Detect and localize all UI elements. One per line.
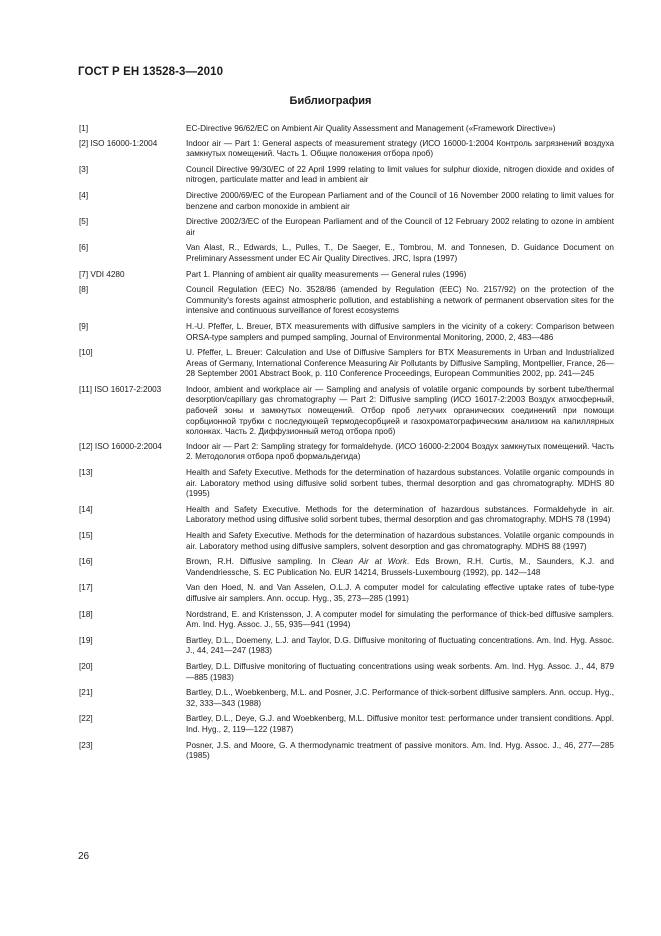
- reference-text: Van Alast, R., Edwards, L., Pulles, T., De Saeger, E., Tombrou, M. and Tonnesen, D. Guidance Document on Preliminary Assessment under EC Air Quality Directives. JRC, Ispra (1997): [186, 243, 614, 263]
- reference-id: [2] ISO 16000-1:2004: [79, 138, 158, 148]
- reference-id: [9]: [79, 321, 89, 331]
- reference-id: [11] ISO 16017-2:2003: [79, 384, 162, 394]
- reference-text: Indoor, ambient and workplace air — Sampling and analysis of volatile organic compounds by sorbent tube/thermal desorption/capillary gas chromatography — Part 2: Diffusive sampling (ИСО 16017-2:2003 Воздух атмосферный, рабочей зоны и замкнутых помещений. Отбор проб летучих органических соединений при помощи сорбционной трубки с последующей термодесорбцией и газохроматографическим анализом на капиллярных колонках. Часть 2. Диффузионный метод отбора проб): [186, 384, 614, 437]
- reference-id: [16]: [79, 557, 93, 567]
- reference-id: [1]: [79, 124, 89, 133]
- bibliography-list: [79, 124, 614, 762]
- reference-text: Health and Safety Executive. Methods for the determination of hazardous substances. Volatile organic compounds in air. Laboratory method using diffusive solid sorbent tubes, thermal desorption and gas chromatography. MDHS 80 (1995): [186, 468, 614, 499]
- bibliography-entry-12: [79, 442, 614, 463]
- reference-id: [4]: [79, 190, 89, 200]
- reference-id: [22]: [79, 714, 93, 724]
- reference-id: [21]: [79, 688, 93, 698]
- reference-text: Bartley, D.L., Woebkenberg, M.L. and Posner, J.C. Performance of thick-sorbent diffusive samplers. Ann. occup. Hyg., 32, 333—343 (1988): [186, 688, 614, 708]
- reference-text: [186, 557, 614, 578]
- bibliography-entry-4: [79, 191, 614, 212]
- bibliography-entry-10: [79, 348, 614, 380]
- bibliography-entry-8: [79, 285, 614, 317]
- bibliography-entry-5: [79, 217, 614, 238]
- bibliography-entry-13: [79, 468, 614, 500]
- page-number: 26: [78, 851, 90, 862]
- reference-text: Bartley, D.L., Deye, G.J. and Woebkenberg, M.L. Diffusive monitor test: performance under transient conditions. Appl. Ind. Hyg., 2, 119—122 (1987): [186, 714, 614, 734]
- reference-id: [12] ISO 16000-2:2004: [79, 441, 162, 451]
- bibliography-title: Библиография: [289, 95, 372, 107]
- reference-text: Nordstrand, E. and Kristensson, J. A computer model for simulating the performance of thick-bed diffusive samplers. Am. Ind. Hyg. Assoc. J., 55, 935—941 (1994): [186, 609, 614, 630]
- bibliography-entry-14: [79, 505, 614, 526]
- bibliography-entry-20: [79, 662, 614, 683]
- reference-text: Van den Hoed, N. and Van Asselen, O.L.J. A computer model for calculating effective uptake rates of tube-type diffusive air samplers. Ann. occup. Hyg., 35, 273—285 (1991): [186, 583, 614, 603]
- reference-id: [5]: [79, 217, 89, 227]
- reference-text: Part 1. Planning of ambient air quality measurements — General rules (1996): [186, 269, 467, 279]
- reference-text: Bartley, D.L. Diffusive monitoring of fluctuating concentrations using weak sorbents. Am. Ind. Hyg. Assoc. J., 44, 879—885 (1983): [186, 661, 614, 682]
- bibliography-entry-18: [79, 610, 614, 631]
- reference-text: Council Directive 99/30/EC of 22 April 1999 relating to limit values for sulphur dioxide, nitrogen dioxide and oxides of nitrogen, particulate matter and lead in ambient air: [186, 164, 614, 185]
- reference-text: Council Regulation (EEC) No. 3528/86 (amended by Regulation (EEC) No. 2157/92) on the protection of the Community's forests against atmospheric pollution, and establishing a network of permanent observation sites for the intensive and continuous surveillance of forest ecosystems: [186, 285, 614, 316]
- bibliography-entry-11: [79, 385, 614, 438]
- reference-text: Directive 2002/3/EC of the European Parliament and of the Council of 12 February 2002 relating to ozone in ambient air: [186, 217, 614, 237]
- bibliography-entry-2: [79, 139, 614, 160]
- bibliography-entry-15: [79, 531, 614, 552]
- bibliography-entry-1: [79, 124, 614, 135]
- reference-text: H.-U. Pfeffer, L. Breuer, BTX measurements with diffusive samplers in the vicinity of a cokery: Comparison between ORSA-type samplers and pumped sampling, Journal of Environmental Monitoring, 2000, 2, 483—486: [186, 321, 614, 342]
- reference-text: Bartley, D.L., Doemeny, L.J. and Taylor, D.G. Diffusive monitoring of fluctuating concentrations. Am. Ind. Hyg. Assoc. J., 44, 241—247 (1983): [186, 635, 614, 656]
- reference-id: [19]: [79, 635, 93, 645]
- bibliography-entry-22: [79, 714, 614, 735]
- reference-text: Health and Safety Executive. Methods for the determination of hazardous substances. Formaldehyde in air. Laboratory method using diffusive solid sorbent tubes, thermal desorption and gas chromatography. MDHS 78 (1994): [186, 504, 614, 525]
- bibliography-entry-6: [79, 243, 614, 264]
- reference-text: U. Pfeffer, L. Breuer: Calculation and Use of Diffusive Samplers for BTX Measurements in Urban and Industrialized Areas of Germany, International Conference Measuring Air Pollutants by Diffusive Sampling, Montpellier, France, 26—28 September 2001 Abstract Book, p. 110 Conference Proceedings, European Communities 2002, pp. 241—245: [186, 348, 614, 379]
- reference-id: [14]: [79, 504, 93, 514]
- reference-id: [20]: [79, 661, 93, 671]
- reference-text: Health and Safety Executive. Methods for the determination of hazardous substances. Volatile organic compounds in air. Laboratory method using diffusive samplers, solvent desorption and gas chromatography. MDHS 88 (1997): [186, 531, 614, 551]
- bibliography-entry-19: [79, 636, 614, 657]
- bibliography-entry-9: [79, 322, 614, 343]
- reference-id: [7] VDI 4280: [79, 269, 125, 279]
- reference-id: [8]: [79, 285, 89, 295]
- bibliography-entry-23: [79, 741, 614, 762]
- reference-text: Posner, J.S. and Moore, G. A thermodynamic treatment of passive monitors. Am. Ind. Hyg. Assoc. J., 46, 277—285 (1985): [186, 740, 614, 761]
- reference-id: [18]: [79, 609, 93, 619]
- reference-id: [10]: [79, 348, 93, 358]
- reference-id: [6]: [79, 243, 89, 253]
- reference-text: Indoor air — Part 1: General aspects of measurement strategy (ИСО 16000-1:2004 Контроль загрязнений воздуха замкнутых помещений. Часть 1. Общие положения отбора проб): [186, 138, 614, 159]
- standard-header: ГОСТ Р ЕН 13528-3—2010: [78, 66, 224, 78]
- reference-text: Directive 2000/69/EC of the European Parliament and of the Council of 16 November 2000 relating to limit values for benzene and carbon monoxide in ambient air: [186, 190, 614, 211]
- reference-id: [15]: [79, 531, 93, 540]
- reference-italic-title: Clean Air at Work: [331, 557, 407, 567]
- reference-text: Indoor air — Part 2: Sampling strategy for formaldehyde. (ИСО 16000-2:2004 Воздух замкнутых помещений. Часть 2. Методология отбора проб формальдегида): [186, 441, 614, 462]
- reference-id: [13]: [79, 468, 93, 478]
- reference-text: EC-Directive 96/62/EC on Ambient Air Quality Assessment and Management («Framework Directive»): [186, 124, 556, 133]
- reference-id: [23]: [79, 740, 93, 750]
- reference-id: [3]: [79, 164, 89, 174]
- reference-text-after-italic: . Eds Brown, R.H. Curtis, M., Saunders, K.J. and Vandendriessche, S. EC Publication No. EUR 14214, Brussels-Luxembourg (1992), pp. 142—148: [186, 557, 614, 577]
- bibliography-entry-3: [79, 165, 614, 186]
- bibliography-entry-7: [79, 270, 614, 281]
- bibliography-entry-17: [79, 583, 614, 604]
- bibliography-entry-16: [79, 557, 614, 578]
- reference-id: [17]: [79, 583, 93, 593]
- reference-text-before-italic: Brown, R.H. Diffusive sampling. In: [186, 557, 332, 567]
- bibliography-entry-21: [79, 688, 614, 709]
